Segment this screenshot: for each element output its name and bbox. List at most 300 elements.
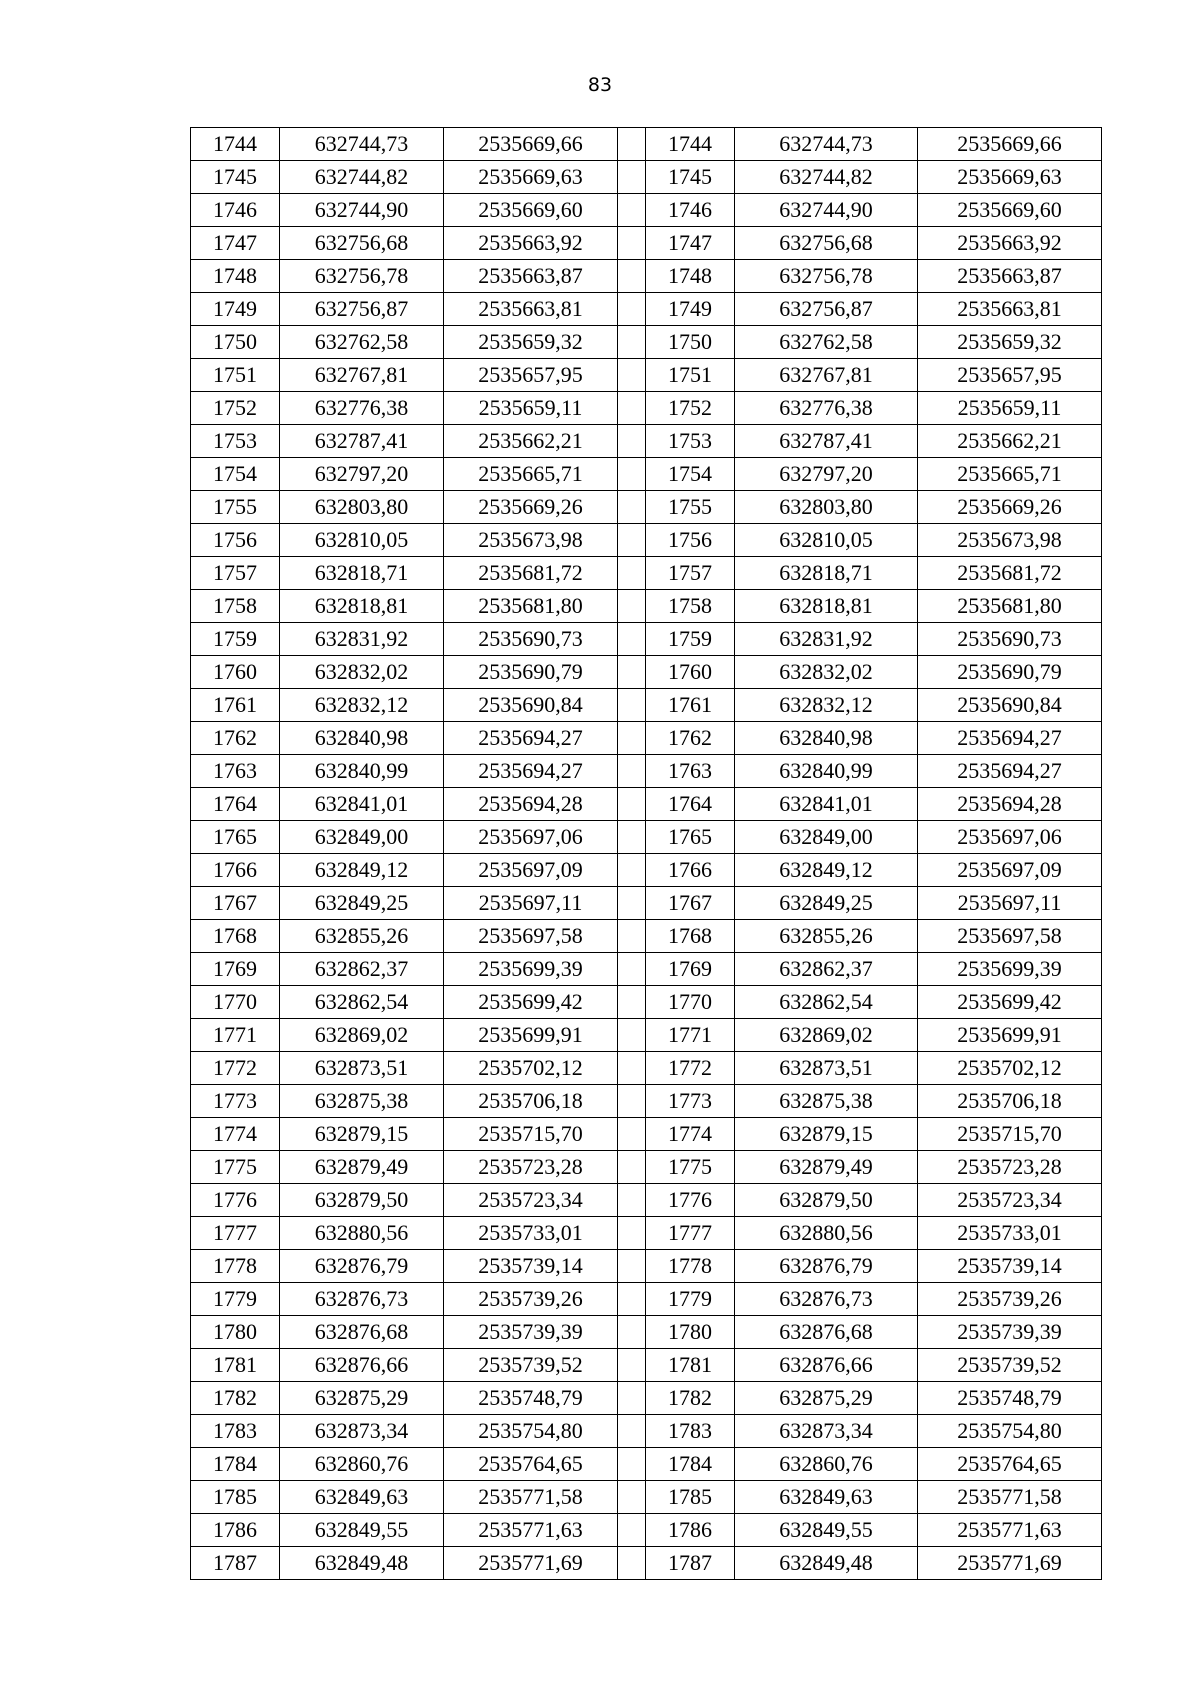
x-coordinate-cell: 632744,82 (280, 161, 444, 194)
point-number-cell: 1781 (191, 1349, 280, 1382)
table-row (191, 1415, 1102, 1448)
table-row (191, 887, 1102, 920)
point-number-cell: 1763 (191, 755, 280, 788)
point-number-cell: 1754 (191, 458, 280, 491)
point-number-cell: 1768 (646, 920, 735, 953)
table-row (191, 1514, 1102, 1547)
x-coordinate-cell: 632832,12 (735, 689, 918, 722)
separator-cell (618, 920, 646, 953)
y-coordinate-cell: 2535723,28 (918, 1151, 1102, 1184)
point-number-cell: 1759 (646, 623, 735, 656)
point-number-cell: 1748 (646, 260, 735, 293)
table-row (191, 260, 1102, 293)
point-number-cell: 1746 (646, 194, 735, 227)
y-coordinate-cell: 2535669,60 (444, 194, 618, 227)
y-coordinate-cell: 2535662,21 (444, 425, 618, 458)
table-row (191, 1481, 1102, 1514)
y-coordinate-cell: 2535694,27 (918, 722, 1102, 755)
point-number-cell: 1757 (646, 557, 735, 590)
x-coordinate-cell: 632879,49 (280, 1151, 444, 1184)
x-coordinate-cell: 632840,99 (280, 755, 444, 788)
separator-cell (618, 854, 646, 887)
point-number-cell: 1767 (646, 887, 735, 920)
x-coordinate-cell: 632876,66 (735, 1349, 918, 1382)
point-number-cell: 1777 (191, 1217, 280, 1250)
table-row (191, 1250, 1102, 1283)
x-coordinate-cell: 632876,73 (280, 1283, 444, 1316)
x-coordinate-cell: 632876,79 (735, 1250, 918, 1283)
separator-cell (618, 1019, 646, 1052)
y-coordinate-cell: 2535697,11 (918, 887, 1102, 920)
y-coordinate-cell: 2535764,65 (918, 1448, 1102, 1481)
y-coordinate-cell: 2535702,12 (918, 1052, 1102, 1085)
x-coordinate-cell: 632880,56 (735, 1217, 918, 1250)
point-number-cell: 1783 (646, 1415, 735, 1448)
point-number-cell: 1770 (646, 986, 735, 1019)
point-number-cell: 1747 (191, 227, 280, 260)
x-coordinate-cell: 632875,38 (280, 1085, 444, 1118)
table-row (191, 1151, 1102, 1184)
x-coordinate-cell: 632849,63 (735, 1481, 918, 1514)
y-coordinate-cell: 2535690,79 (444, 656, 618, 689)
table-row (191, 1547, 1102, 1580)
table-row (191, 1019, 1102, 1052)
table-row (191, 722, 1102, 755)
table-row (191, 1349, 1102, 1382)
table-row (191, 326, 1102, 359)
y-coordinate-cell: 2535739,39 (918, 1316, 1102, 1349)
y-coordinate-cell: 2535657,95 (444, 359, 618, 392)
table-row (191, 689, 1102, 722)
x-coordinate-cell: 632840,99 (735, 755, 918, 788)
x-coordinate-cell: 632832,12 (280, 689, 444, 722)
x-coordinate-cell: 632803,80 (735, 491, 918, 524)
x-coordinate-cell: 632849,25 (735, 887, 918, 920)
x-coordinate-cell: 632849,55 (735, 1514, 918, 1547)
separator-cell (618, 392, 646, 425)
separator-cell (618, 1151, 646, 1184)
y-coordinate-cell: 2535699,91 (444, 1019, 618, 1052)
point-number-cell: 1779 (191, 1283, 280, 1316)
y-coordinate-cell: 2535657,95 (918, 359, 1102, 392)
x-coordinate-cell: 632744,90 (735, 194, 918, 227)
point-number-cell: 1761 (646, 689, 735, 722)
y-coordinate-cell: 2535699,39 (918, 953, 1102, 986)
table-row (191, 854, 1102, 887)
y-coordinate-cell: 2535706,18 (918, 1085, 1102, 1118)
separator-cell (618, 986, 646, 1019)
y-coordinate-cell: 2535697,06 (444, 821, 618, 854)
y-coordinate-cell: 2535659,32 (918, 326, 1102, 359)
y-coordinate-cell: 2535690,84 (918, 689, 1102, 722)
y-coordinate-cell: 2535771,58 (444, 1481, 618, 1514)
x-coordinate-cell: 632767,81 (280, 359, 444, 392)
y-coordinate-cell: 2535764,65 (444, 1448, 618, 1481)
separator-cell (618, 194, 646, 227)
table-row (191, 821, 1102, 854)
point-number-cell: 1749 (646, 293, 735, 326)
y-coordinate-cell: 2535699,42 (444, 986, 618, 1019)
point-number-cell: 1784 (646, 1448, 735, 1481)
table-row (191, 161, 1102, 194)
point-number-cell: 1768 (191, 920, 280, 953)
table-row (191, 194, 1102, 227)
x-coordinate-cell: 632810,05 (280, 524, 444, 557)
separator-cell (618, 227, 646, 260)
x-coordinate-cell: 632756,78 (735, 260, 918, 293)
table-row (191, 425, 1102, 458)
point-number-cell: 1756 (646, 524, 735, 557)
point-number-cell: 1748 (191, 260, 280, 293)
point-number-cell: 1763 (646, 755, 735, 788)
separator-cell (618, 656, 646, 689)
y-coordinate-cell: 2535739,14 (918, 1250, 1102, 1283)
y-coordinate-cell: 2535690,84 (444, 689, 618, 722)
x-coordinate-cell: 632744,73 (280, 128, 444, 161)
y-coordinate-cell: 2535739,52 (444, 1349, 618, 1382)
x-coordinate-cell: 632787,41 (735, 425, 918, 458)
table-row (191, 1217, 1102, 1250)
table-row (191, 1283, 1102, 1316)
separator-cell (618, 1316, 646, 1349)
x-coordinate-cell: 632875,29 (280, 1382, 444, 1415)
point-number-cell: 1745 (646, 161, 735, 194)
table-row (191, 1448, 1102, 1481)
separator-cell (618, 953, 646, 986)
x-coordinate-cell: 632831,92 (735, 623, 918, 656)
separator-cell (618, 623, 646, 656)
x-coordinate-cell: 632776,38 (735, 392, 918, 425)
point-number-cell: 1750 (646, 326, 735, 359)
point-number-cell: 1783 (191, 1415, 280, 1448)
x-coordinate-cell: 632818,81 (280, 590, 444, 623)
x-coordinate-cell: 632841,01 (280, 788, 444, 821)
x-coordinate-cell: 632767,81 (735, 359, 918, 392)
x-coordinate-cell: 632876,66 (280, 1349, 444, 1382)
point-number-cell: 1756 (191, 524, 280, 557)
point-number-cell: 1767 (191, 887, 280, 920)
x-coordinate-cell: 632818,71 (735, 557, 918, 590)
x-coordinate-cell: 632862,37 (280, 953, 444, 986)
x-coordinate-cell: 632841,01 (735, 788, 918, 821)
y-coordinate-cell: 2535665,71 (918, 458, 1102, 491)
point-number-cell: 1760 (646, 656, 735, 689)
y-coordinate-cell: 2535690,73 (444, 623, 618, 656)
point-number-cell: 1750 (191, 326, 280, 359)
x-coordinate-cell: 632879,50 (735, 1184, 918, 1217)
x-coordinate-cell: 632744,73 (735, 128, 918, 161)
y-coordinate-cell: 2535690,73 (918, 623, 1102, 656)
x-coordinate-cell: 632873,51 (280, 1052, 444, 1085)
y-coordinate-cell: 2535715,70 (444, 1118, 618, 1151)
x-coordinate-cell: 632756,68 (735, 227, 918, 260)
point-number-cell: 1764 (191, 788, 280, 821)
x-coordinate-cell: 632849,48 (735, 1547, 918, 1580)
y-coordinate-cell: 2535663,87 (918, 260, 1102, 293)
x-coordinate-cell: 632862,37 (735, 953, 918, 986)
table-row (191, 128, 1102, 161)
separator-cell (618, 887, 646, 920)
point-number-cell: 1775 (191, 1151, 280, 1184)
y-coordinate-cell: 2535739,39 (444, 1316, 618, 1349)
point-number-cell: 1747 (646, 227, 735, 260)
y-coordinate-cell: 2535659,11 (918, 392, 1102, 425)
table-row (191, 1316, 1102, 1349)
y-coordinate-cell: 2535733,01 (444, 1217, 618, 1250)
x-coordinate-cell: 632869,02 (735, 1019, 918, 1052)
x-coordinate-cell: 632869,02 (280, 1019, 444, 1052)
y-coordinate-cell: 2535690,79 (918, 656, 1102, 689)
point-number-cell: 1759 (191, 623, 280, 656)
table-row (191, 623, 1102, 656)
table-row (191, 788, 1102, 821)
separator-cell (618, 1415, 646, 1448)
point-number-cell: 1787 (646, 1547, 735, 1580)
y-coordinate-cell: 2535681,72 (918, 557, 1102, 590)
y-coordinate-cell: 2535669,63 (918, 161, 1102, 194)
x-coordinate-cell: 632873,34 (735, 1415, 918, 1448)
y-coordinate-cell: 2535699,42 (918, 986, 1102, 1019)
separator-cell (618, 722, 646, 755)
table-row (191, 1085, 1102, 1118)
y-coordinate-cell: 2535663,92 (918, 227, 1102, 260)
point-number-cell: 1758 (646, 590, 735, 623)
x-coordinate-cell: 632756,68 (280, 227, 444, 260)
y-coordinate-cell: 2535669,26 (444, 491, 618, 524)
y-coordinate-cell: 2535663,92 (444, 227, 618, 260)
point-number-cell: 1772 (191, 1052, 280, 1085)
x-coordinate-cell: 632849,48 (280, 1547, 444, 1580)
x-coordinate-cell: 632879,15 (280, 1118, 444, 1151)
y-coordinate-cell: 2535771,69 (444, 1547, 618, 1580)
separator-cell (618, 1283, 646, 1316)
point-number-cell: 1780 (191, 1316, 280, 1349)
separator-cell (618, 1184, 646, 1217)
x-coordinate-cell: 632873,51 (735, 1052, 918, 1085)
x-coordinate-cell: 632762,58 (735, 326, 918, 359)
point-number-cell: 1785 (191, 1481, 280, 1514)
y-coordinate-cell: 2535739,14 (444, 1250, 618, 1283)
point-number-cell: 1753 (646, 425, 735, 458)
y-coordinate-cell: 2535702,12 (444, 1052, 618, 1085)
table-row (191, 920, 1102, 953)
table-row (191, 1382, 1102, 1415)
table-body (191, 128, 1102, 1580)
point-number-cell: 1752 (191, 392, 280, 425)
y-coordinate-cell: 2535699,39 (444, 953, 618, 986)
separator-cell (618, 293, 646, 326)
x-coordinate-cell: 632744,90 (280, 194, 444, 227)
y-coordinate-cell: 2535754,80 (918, 1415, 1102, 1448)
x-coordinate-cell: 632818,81 (735, 590, 918, 623)
y-coordinate-cell: 2535733,01 (918, 1217, 1102, 1250)
separator-cell (618, 359, 646, 392)
point-number-cell: 1780 (646, 1316, 735, 1349)
y-coordinate-cell: 2535739,26 (444, 1283, 618, 1316)
y-coordinate-cell: 2535665,71 (444, 458, 618, 491)
point-number-cell: 1778 (191, 1250, 280, 1283)
point-number-cell: 1782 (191, 1382, 280, 1415)
table-row (191, 755, 1102, 788)
table-row (191, 491, 1102, 524)
point-number-cell: 1761 (191, 689, 280, 722)
y-coordinate-cell: 2535681,72 (444, 557, 618, 590)
separator-cell (618, 458, 646, 491)
x-coordinate-cell: 632756,87 (735, 293, 918, 326)
y-coordinate-cell: 2535663,87 (444, 260, 618, 293)
separator-cell (618, 1085, 646, 1118)
separator-cell (618, 1118, 646, 1151)
separator-cell (618, 1052, 646, 1085)
y-coordinate-cell: 2535673,98 (444, 524, 618, 557)
x-coordinate-cell: 632840,98 (735, 722, 918, 755)
y-coordinate-cell: 2535739,26 (918, 1283, 1102, 1316)
x-coordinate-cell: 632797,20 (735, 458, 918, 491)
table-row (191, 590, 1102, 623)
point-number-cell: 1755 (646, 491, 735, 524)
x-coordinate-cell: 632849,25 (280, 887, 444, 920)
x-coordinate-cell: 632832,02 (280, 656, 444, 689)
x-coordinate-cell: 632880,56 (280, 1217, 444, 1250)
separator-cell (618, 689, 646, 722)
y-coordinate-cell: 2535694,27 (918, 755, 1102, 788)
point-number-cell: 1770 (191, 986, 280, 1019)
point-number-cell: 1762 (191, 722, 280, 755)
separator-cell (618, 491, 646, 524)
y-coordinate-cell: 2535723,34 (918, 1184, 1102, 1217)
table-row (191, 557, 1102, 590)
y-coordinate-cell: 2535663,81 (918, 293, 1102, 326)
y-coordinate-cell: 2535748,79 (444, 1382, 618, 1415)
y-coordinate-cell: 2535669,26 (918, 491, 1102, 524)
point-number-cell: 1764 (646, 788, 735, 821)
coordinates-table (190, 127, 1102, 1580)
x-coordinate-cell: 632803,80 (280, 491, 444, 524)
x-coordinate-cell: 632862,54 (735, 986, 918, 1019)
point-number-cell: 1774 (646, 1118, 735, 1151)
y-coordinate-cell: 2535681,80 (918, 590, 1102, 623)
point-number-cell: 1746 (191, 194, 280, 227)
y-coordinate-cell: 2535723,28 (444, 1151, 618, 1184)
x-coordinate-cell: 632756,87 (280, 293, 444, 326)
y-coordinate-cell: 2535706,18 (444, 1085, 618, 1118)
x-coordinate-cell: 632810,05 (735, 524, 918, 557)
x-coordinate-cell: 632876,68 (280, 1316, 444, 1349)
y-coordinate-cell: 2535694,28 (444, 788, 618, 821)
point-number-cell: 1778 (646, 1250, 735, 1283)
y-coordinate-cell: 2535754,80 (444, 1415, 618, 1448)
table-row (191, 953, 1102, 986)
y-coordinate-cell: 2535663,81 (444, 293, 618, 326)
point-number-cell: 1751 (191, 359, 280, 392)
page-number: 83 (587, 74, 613, 96)
x-coordinate-cell: 632876,73 (735, 1283, 918, 1316)
x-coordinate-cell: 632797,20 (280, 458, 444, 491)
point-number-cell: 1779 (646, 1283, 735, 1316)
point-number-cell: 1776 (191, 1184, 280, 1217)
y-coordinate-cell: 2535715,70 (918, 1118, 1102, 1151)
table-row (191, 392, 1102, 425)
x-coordinate-cell: 632756,78 (280, 260, 444, 293)
point-number-cell: 1769 (191, 953, 280, 986)
point-number-cell: 1755 (191, 491, 280, 524)
point-number-cell: 1772 (646, 1052, 735, 1085)
point-number-cell: 1765 (191, 821, 280, 854)
x-coordinate-cell: 632875,38 (735, 1085, 918, 1118)
x-coordinate-cell: 632849,55 (280, 1514, 444, 1547)
x-coordinate-cell: 632849,00 (735, 821, 918, 854)
y-coordinate-cell: 2535694,27 (444, 722, 618, 755)
separator-cell (618, 755, 646, 788)
x-coordinate-cell: 632818,71 (280, 557, 444, 590)
x-coordinate-cell: 632744,82 (735, 161, 918, 194)
point-number-cell: 1769 (646, 953, 735, 986)
y-coordinate-cell: 2535694,27 (444, 755, 618, 788)
point-number-cell: 1766 (191, 854, 280, 887)
point-number-cell: 1781 (646, 1349, 735, 1382)
table-row (191, 1184, 1102, 1217)
table-row (191, 1052, 1102, 1085)
table-row (191, 656, 1102, 689)
table-row (191, 359, 1102, 392)
separator-cell (618, 1349, 646, 1382)
point-number-cell: 1758 (191, 590, 280, 623)
y-coordinate-cell: 2535748,79 (918, 1382, 1102, 1415)
x-coordinate-cell: 632876,79 (280, 1250, 444, 1283)
x-coordinate-cell: 632875,29 (735, 1382, 918, 1415)
x-coordinate-cell: 632879,50 (280, 1184, 444, 1217)
point-number-cell: 1765 (646, 821, 735, 854)
separator-cell (618, 590, 646, 623)
point-number-cell: 1754 (646, 458, 735, 491)
y-coordinate-cell: 2535697,58 (918, 920, 1102, 953)
x-coordinate-cell: 632832,02 (735, 656, 918, 689)
y-coordinate-cell: 2535673,98 (918, 524, 1102, 557)
y-coordinate-cell: 2535739,52 (918, 1349, 1102, 1382)
table-row (191, 293, 1102, 326)
table-row (191, 458, 1102, 491)
x-coordinate-cell: 632860,76 (735, 1448, 918, 1481)
point-number-cell: 1744 (191, 128, 280, 161)
separator-cell (618, 557, 646, 590)
point-number-cell: 1775 (646, 1151, 735, 1184)
point-number-cell: 1766 (646, 854, 735, 887)
y-coordinate-cell: 2535771,63 (918, 1514, 1102, 1547)
separator-cell (618, 821, 646, 854)
y-coordinate-cell: 2535697,58 (444, 920, 618, 953)
separator-cell (618, 1382, 646, 1415)
point-number-cell: 1751 (646, 359, 735, 392)
table-row (191, 986, 1102, 1019)
x-coordinate-cell: 632849,00 (280, 821, 444, 854)
separator-cell (618, 1547, 646, 1580)
y-coordinate-cell: 2535659,32 (444, 326, 618, 359)
separator-cell (618, 524, 646, 557)
separator-cell (618, 1448, 646, 1481)
y-coordinate-cell: 2535697,06 (918, 821, 1102, 854)
point-number-cell: 1749 (191, 293, 280, 326)
y-coordinate-cell: 2535771,69 (918, 1547, 1102, 1580)
y-coordinate-cell: 2535697,11 (444, 887, 618, 920)
y-coordinate-cell: 2535771,63 (444, 1514, 618, 1547)
point-number-cell: 1782 (646, 1382, 735, 1415)
x-coordinate-cell: 632840,98 (280, 722, 444, 755)
y-coordinate-cell: 2535659,11 (444, 392, 618, 425)
point-number-cell: 1786 (191, 1514, 280, 1547)
x-coordinate-cell: 632862,54 (280, 986, 444, 1019)
x-coordinate-cell: 632776,38 (280, 392, 444, 425)
separator-cell (618, 260, 646, 293)
